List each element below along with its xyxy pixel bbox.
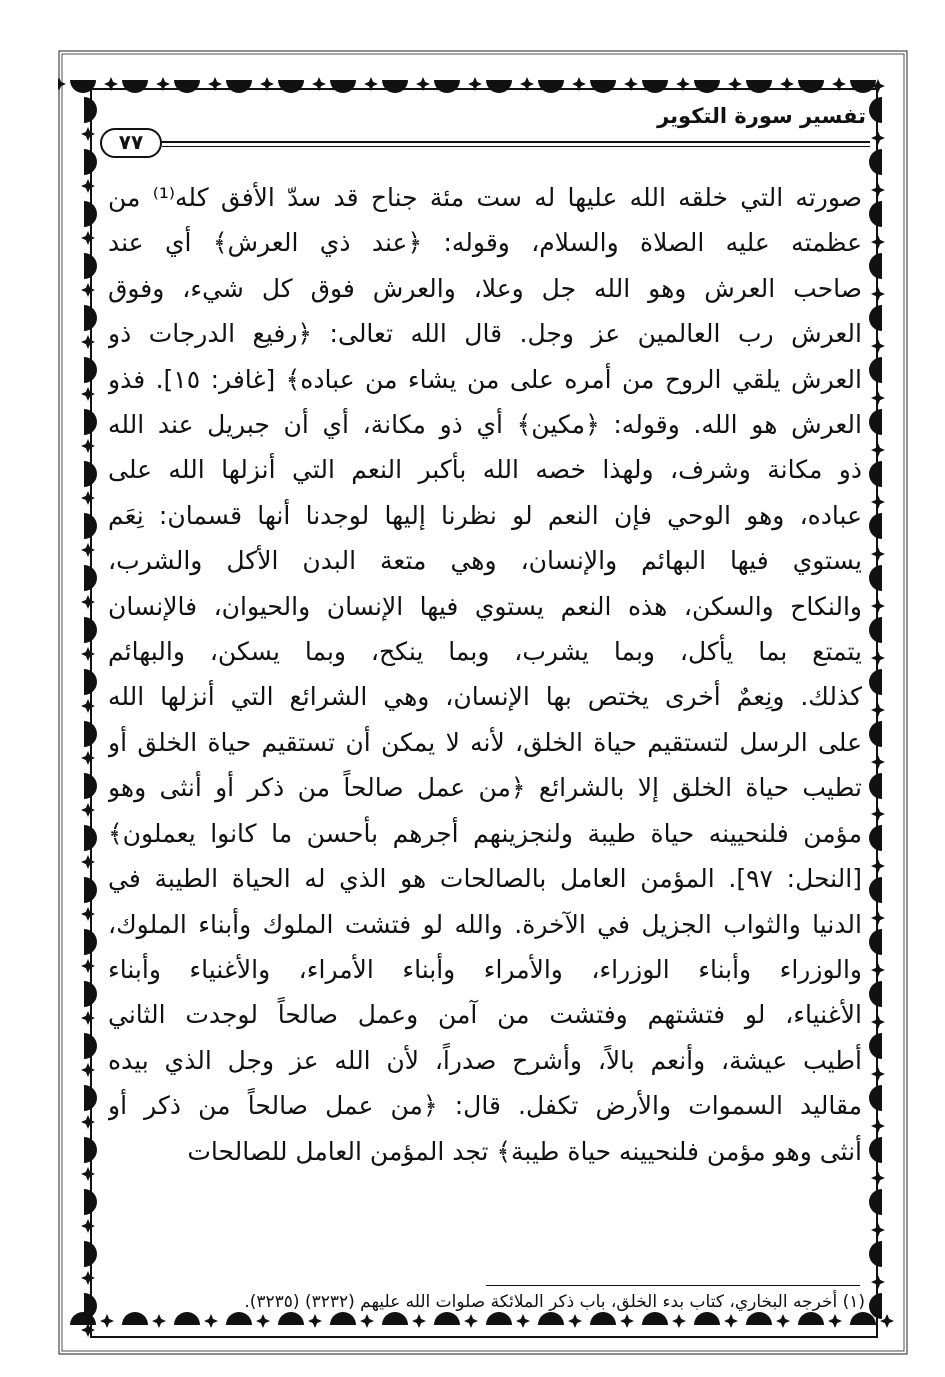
page-number: ٧٧ (100, 128, 162, 158)
text-line: والنكاح والسكن، هذه النعم يستوي فيها الإنسان والحيوان، فالإنسان (108, 591, 862, 621)
header-rule-thin (162, 146, 870, 147)
running-title: تفسير سورة التكوير (657, 104, 866, 128)
text-line: عظمته عليه الصلاة والسلام، وقوله: ﴿عند ذي العرش﴾ أي عند (108, 228, 862, 258)
footnote-rule (486, 1285, 860, 1286)
text-line: الدنيا والثواب الجزيل في الآخرة. والله لو فتشت الملوك وأبناء الملوك، (108, 909, 862, 939)
header-rule (162, 141, 870, 143)
text-line: صاحب العرش وهو الله جل وعلا، والعرش فوق كل شيء، وفوق (108, 273, 862, 303)
text-line: عباده، وهو الوحي فإن النعم لو نظرنا إليها لوجدنا أنها قسمان: نِعَم (108, 500, 862, 530)
text-line: أنثى وهو مؤمن فلنحيينه حياة طيبة﴾ تجد المؤمن العامل للصالحات (187, 1136, 862, 1166)
page-header (100, 104, 870, 164)
text-line: مقاليد السموات والأرض تكفل. قال: ﴿من عمل صالحاً من ذكر أو (108, 1091, 862, 1121)
text-line: يستوي فيها البهائم والإنسان، وهي متعة البدن الأكل والشرب، (108, 546, 862, 576)
text-line: تطيب حياة الخلق إلا بالشرائع ﴿من عمل صالحاً من ذكر أو أنثى وهو (108, 773, 862, 803)
footnote: (١) أخرجه البخاري، كتاب بدء الخلق، باب ذكر الملائكة صلوات الله عليهم (٣٢٣٢) (٣٢٣٥). (244, 1292, 865, 1312)
text-line: أطيب عيشة، وأنعم بالاً، وأشرح صدراً، لأن الله عز وجل الذي بيده (108, 1045, 862, 1075)
text-line: مؤمن فلنحيينه حياة طيبة ولنجزينهم أجرهم بأحسن ما كانوا يعملون﴾ (108, 818, 862, 848)
text-line: كذلك. ونِعمٌ أخرى يختص بها الإنسان، وهي الشرائع التي أنزلها الله (108, 682, 862, 712)
body-text (108, 175, 862, 1174)
text-line: العرش يلقي الروح من أمره على من يشاء من عباده﴾ [غافر: ١٥]. فذو (108, 364, 862, 394)
text-line: والوزراء وأبناء الوزراء، والأمراء وأبناء الأمراء، والأغنياء وأبناء (108, 954, 862, 984)
text-line: الأغنياء، لو فتشتهم وفتشت من آمن وعمل صالحاً لوجدت الثاني (108, 1000, 862, 1030)
text-line: [النحل: ٩٧]. المؤمن العامل بالصالحات هو الذي له الحياة الطيبة في (108, 864, 862, 894)
text-line: يتمتع بما يأكل، وبما يشرب، وبما ينكح، وبما يسكن، والبهائم (108, 637, 862, 667)
text-line: صورته التي خلقه الله عليها له ست مئة جناح قد سدّ الأفق كله⁽¹⁾ من (108, 183, 862, 212)
text-line: العرش هو الله. وقوله: ﴿مكين﴾ أي ذو مكانة، أي أن جبريل عند الله (108, 410, 862, 440)
text-line: على الرسل لتستقيم حياة الخلق، لأنه لا يمكن أن تستقيم حياة الخلق أو (108, 727, 862, 757)
text-line: العرش رب العالمين عز وجل. قال الله تعالى: ﴿رفيع الدرجات ذو (108, 319, 862, 349)
text-line: ذو مكانة وشرف، ولهذا خصه الله بأكبر النعم التي أنزلها الله على (108, 455, 862, 485)
